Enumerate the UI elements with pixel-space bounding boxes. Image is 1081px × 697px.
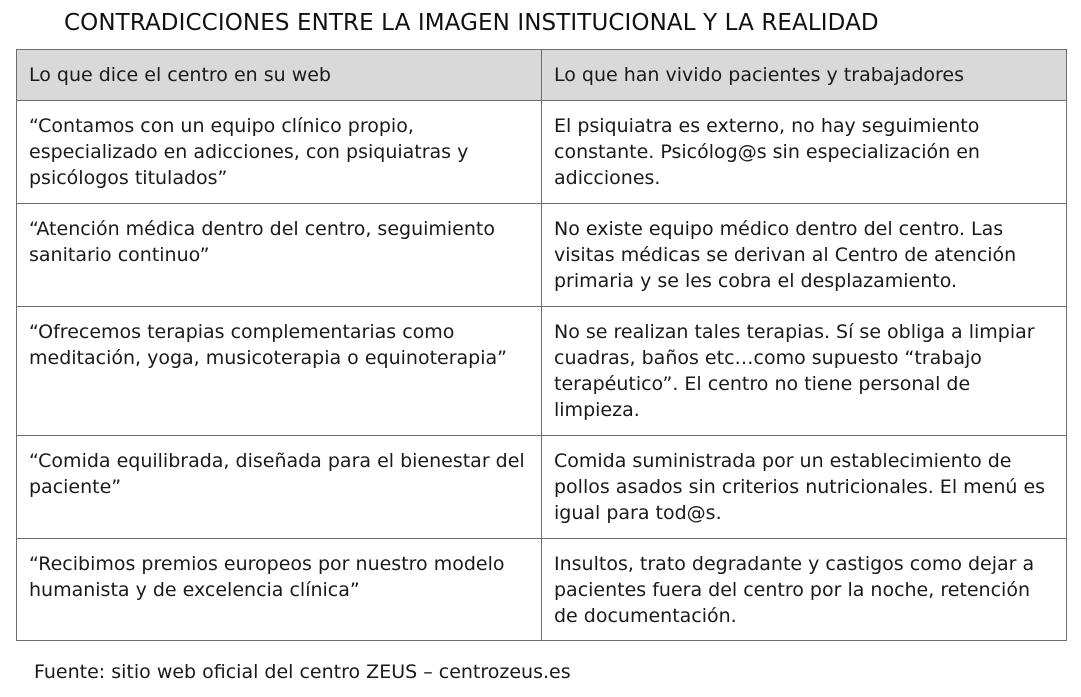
reality-cell: No se realizan tales terapias. Sí se obliga a limpiar cuadras, baños etc…como supuesto “trabajo terapéutico”. El centro no tiene personal de limpieza. bbox=[542, 307, 1067, 436]
reality-cell: Comida suministrada por un establecimiento de pollos asados sin criterios nutricionales. El menú es igual para tod@s. bbox=[542, 436, 1067, 539]
claim-cell: “Ofrecemos terapias complementarias como meditación, yoga, musicoterapia o equinoterapia” bbox=[17, 307, 542, 436]
claim-cell: “Comida equilibrada, diseñada para el bienestar del paciente” bbox=[17, 436, 542, 539]
claim-cell: “Atención médica dentro del centro, seguimiento sanitario continuo” bbox=[17, 204, 542, 307]
reality-cell: No existe equipo médico dentro del centro. Las visitas médicas se derivan al Centro de atención primaria y se les cobra el desplazamiento. bbox=[542, 204, 1067, 307]
table-row bbox=[17, 436, 1067, 539]
header-claims: Lo que dice el centro en su web bbox=[17, 50, 542, 101]
comparison-table bbox=[16, 49, 1067, 641]
table-row bbox=[17, 204, 1067, 307]
table-row bbox=[17, 539, 1067, 641]
claim-cell: “Recibimos premios europeos por nuestro modelo humanista y de excelencia clínica” bbox=[17, 539, 542, 641]
reality-cell: Insultos, trato degradante y castigos como dejar a pacientes fuera del centro por la noche, retención de documentación. bbox=[542, 539, 1067, 641]
table-header-row bbox=[17, 50, 1067, 101]
source-caption: Fuente: sitio web oficial del centro ZEUS – centrozeus.es bbox=[34, 661, 571, 683]
document-title: CONTRADICCIONES ENTRE LA IMAGEN INSTITUCIONAL Y LA REALIDAD bbox=[64, 10, 879, 36]
claim-cell: “Contamos con un equipo clínico propio, especializado en adicciones, con psiquiatras y psicólogos titulados” bbox=[17, 101, 542, 204]
table-row bbox=[17, 101, 1067, 204]
header-reality: Lo que han vivido pacientes y trabajadores bbox=[542, 50, 1067, 101]
table-row bbox=[17, 307, 1067, 436]
reality-cell: El psiquiatra es externo, no hay seguimiento constante. Psicólog@s sin especialización en adicciones. bbox=[542, 101, 1067, 204]
